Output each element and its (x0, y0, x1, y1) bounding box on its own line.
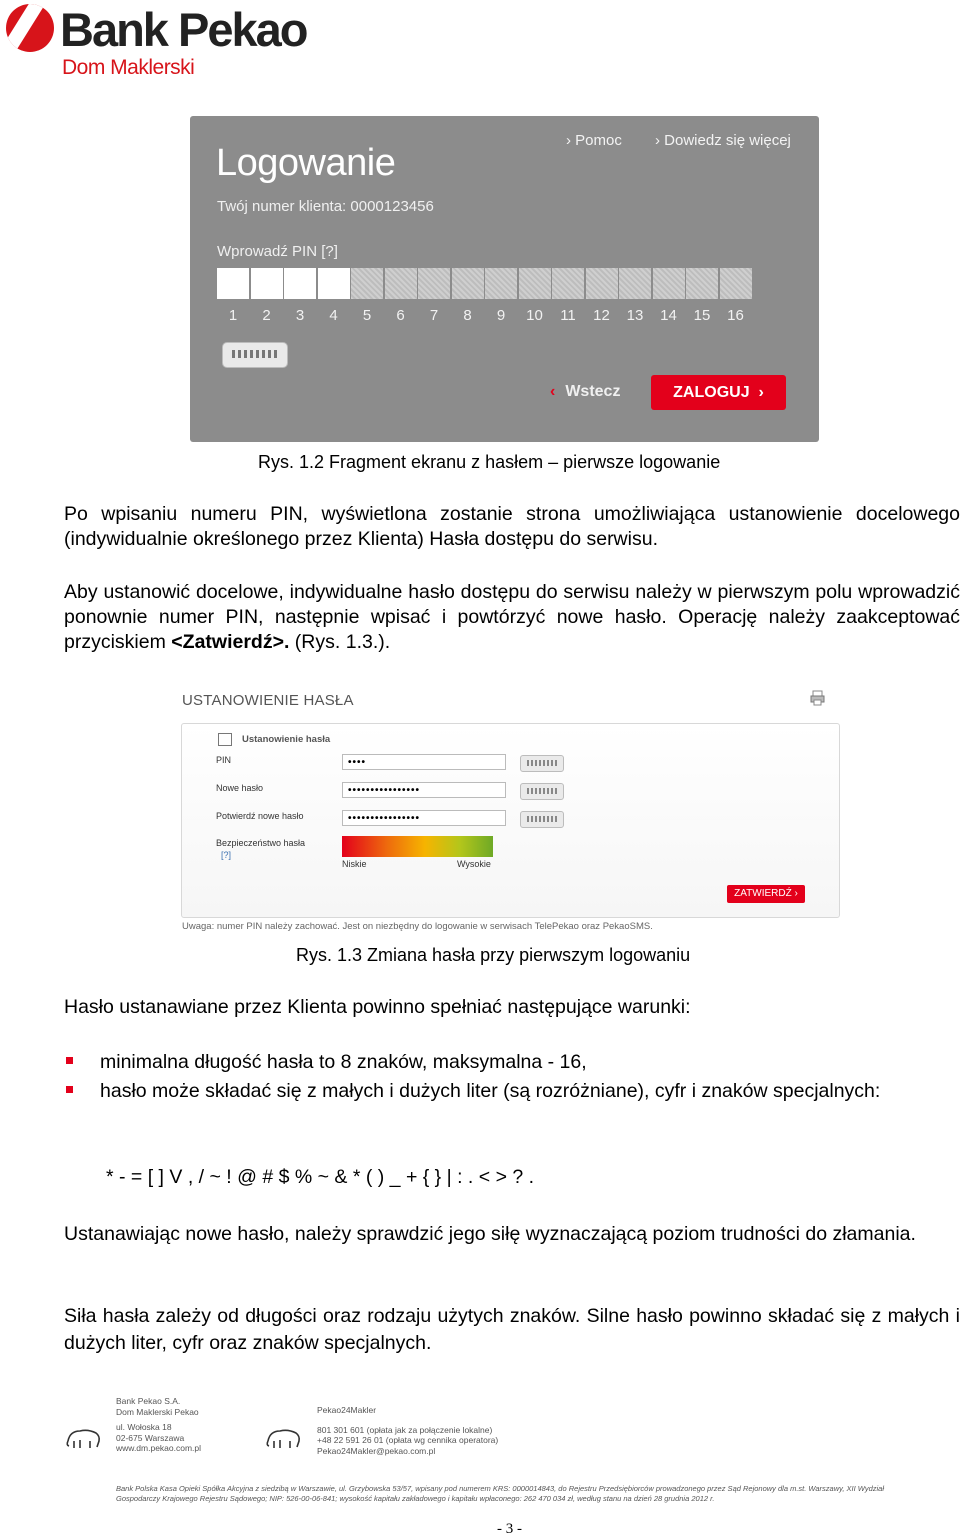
pin-digit-box (586, 268, 618, 299)
keyboard-icon[interactable] (520, 811, 564, 828)
keyboard-icon[interactable] (520, 783, 564, 800)
pin-digit-number: 16 (727, 307, 744, 324)
pin-digit-box (452, 268, 484, 299)
footer-contact: Pekao24Makler 801 301 601 (opłata jak za połączenie lokalne) +48 22 591 26 01 (opłata wg cennika operatora) Pekao24Makler@pekao.com.pl (317, 1405, 499, 1456)
special-characters: * - = [ ] V , / ~ ! @ # $ % ~ & * ( ) _ + { } | : . < > ? . (106, 1166, 535, 1188)
login-title: Logowanie (216, 142, 396, 184)
pin-digit-number: 11 (560, 307, 576, 324)
help-link[interactable]: [?] (221, 850, 232, 860)
strength-high-label: Wysokie (457, 859, 491, 869)
bison-logo-icon (266, 1427, 302, 1449)
new-password-input[interactable]: •••••••••••••••• (342, 782, 506, 798)
paragraph-1: Po wpisaniu numeru PIN, wyświetlona zostanie strona umożliwiająca ustanowienie docelowego (indywidualnie określonego przez Klienta) Hasła dostępu do serwisu. (64, 503, 960, 550)
pin-digit-number: 3 (295, 307, 305, 324)
confirm-password-label: Potwierdź nowe hasło (216, 811, 304, 821)
form-icon (218, 733, 232, 746)
pin-digit-box[interactable] (217, 268, 249, 299)
pin-digit-number: 10 (526, 307, 543, 324)
pin-digit-number: 2 (262, 307, 271, 324)
pin-digit-box (385, 268, 417, 299)
login-button[interactable]: ZALOGUJ › (651, 375, 786, 410)
pin-input[interactable]: •••• (342, 754, 506, 770)
pin-note: Uwaga: numer PIN należy zachować. Jest on niezbędny do logowanie w serwisach TelePekao oraz PekaoSMS. (182, 921, 653, 932)
pin-digit-box (619, 268, 651, 299)
pin-digit-box (686, 268, 718, 299)
pin-digit-box[interactable] (251, 268, 283, 299)
pin-digit-number: 1 (228, 307, 238, 324)
pin-digit-number: 8 (463, 307, 472, 324)
pin-digit-box (519, 268, 551, 299)
submit-button[interactable]: ZATWIERDŹ › (727, 885, 805, 903)
legal-notice: Bank Polska Kasa Opieki Spółka Akcyjna z siedzibą w Warszawie, ul. Grzybowska 53/57, wpisany pod numerem KRS: 0000014843, do Rejestru Przedsiębiorców prowadzonego przez Sąd Rejonowy dla m.st. Warszawy, XII Wydział Gospodarczy Krajowego Rejestru Sądowego; NIP: 526-00-06-841; wysokość kapitału zakładowego i kapitału wpłaconego: 262 470 034 zł, według stanu na dzień 28 grudnia 2012 r. (116, 1484, 884, 1503)
list-item: minimalna długość hasła to 8 znaków, maksymalna - 16, (100, 1051, 587, 1073)
login-panel (190, 116, 819, 442)
virtual-keyboard-icon[interactable] (222, 342, 288, 368)
client-number: Twój numer klienta: 0000123456 (217, 198, 434, 215)
new-password-label: Nowe hasło (216, 783, 264, 793)
bank-logo-icon (6, 4, 54, 52)
pin-digit-box (653, 268, 685, 299)
password-strength-bar (342, 836, 493, 857)
pin-digit-box (552, 268, 584, 299)
paragraph-3: Hasło ustanawiane przez Klienta powinno spełniać następujące warunki: (64, 996, 691, 1018)
pin-digit-box (720, 268, 752, 299)
figure-caption-1: Rys. 1.2 Fragment ekranu z hasłem – pierwsze logowanie (258, 452, 721, 472)
password-form (181, 723, 840, 918)
pin-digit-number: 14 (660, 307, 677, 324)
strength-low-label: Niskie (342, 859, 367, 869)
bullet-icon (66, 1057, 73, 1064)
pin-digit-box (351, 268, 383, 299)
pin-label: Wprowadź PIN [?] (217, 243, 338, 260)
brand-title: Bank Pekao (60, 3, 307, 56)
help-link[interactable]: › Pomoc (566, 132, 622, 149)
paragraph-4: Ustanawiając nowe hasło, należy sprawdzić jego siłę wyznaczającą poziom trudności do złamania. (64, 1223, 916, 1245)
pin-digit-number: 4 (329, 307, 338, 324)
pin-digit-number: 7 (429, 307, 439, 324)
pin-digit-box[interactable] (318, 268, 350, 299)
more-info-link[interactable]: › Dowiedz się więcej (655, 132, 791, 149)
pin-digit-number: 5 (362, 307, 372, 324)
paragraph-2: Aby ustanowić docelowe, indywidualne hasło dostępu do serwisu należy w pierwszym polu wprowadzić ponownie numer PIN, następnie wpisać i powtórzyć nowe hasło. Operację należy zaakceptować przyciskiem <Zatwierdź>. (Rys. 1.3.). (64, 581, 960, 653)
paragraph-5: Siła hasła zależy od długości oraz rodzaju użytych znaków. Silne hasło powinno składać się z małych i dużych liter, cyfr oraz znaków specjalnych. (64, 1305, 960, 1354)
form-heading: USTANOWIENIE HASŁA (182, 692, 354, 709)
form-box-title: Ustanowienie hasła (242, 734, 331, 745)
pin-digit-number: 13 (626, 307, 644, 324)
pin-digit-number: 9 (496, 307, 506, 324)
brand-subtitle: Dom Maklerski (62, 56, 195, 79)
keyboard-icon[interactable] (520, 755, 564, 772)
print-icon[interactable] (810, 690, 825, 706)
pin-digit-number: 15 (693, 307, 711, 324)
pin-field-label: PIN (216, 755, 232, 765)
confirm-password-input[interactable]: •••••••••••••••• (342, 810, 506, 826)
bison-logo-icon (66, 1427, 102, 1449)
bullet-icon (66, 1086, 73, 1093)
pin-digit-box[interactable] (284, 268, 316, 299)
strength-label: Bezpieczeństwo hasła (216, 838, 306, 848)
pin-digit-number: 12 (593, 307, 610, 324)
list-item: hasło może składać się z małych i dużych liter (są rozróżniane), cyfr i znaków specjalnych: (100, 1080, 881, 1102)
figure-caption-2: Rys. 1.3 Zmiana hasła przy pierwszym logowaniu (296, 945, 691, 965)
footer-company: Bank Pekao S.A. Dom Maklerski Pekao ul. Wołoska 18 02-675 Warszawa www.dm.pekao.com.pl (116, 1396, 202, 1453)
pin-digit-number: 6 (396, 307, 405, 324)
pin-digit-box (485, 268, 517, 299)
pin-digit-box (418, 268, 450, 299)
back-link[interactable]: ‹ Wstecz (550, 383, 621, 400)
page-number: - 3 - (497, 1521, 522, 1537)
